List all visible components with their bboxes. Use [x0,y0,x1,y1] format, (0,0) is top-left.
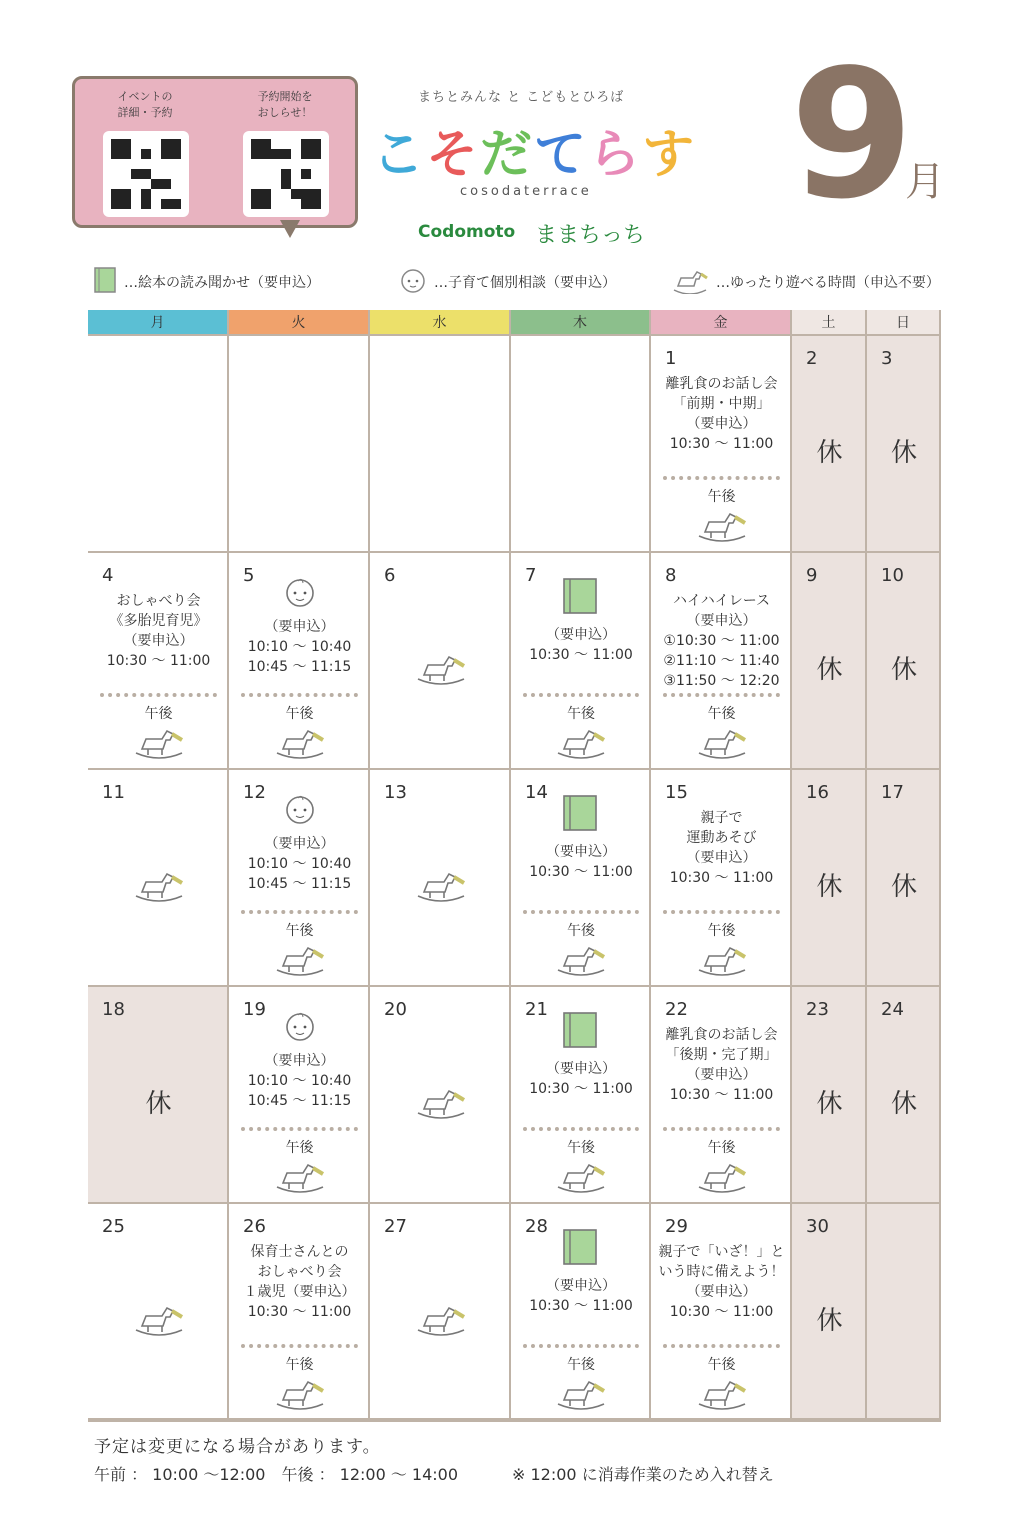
rocking-horse-icon [695,725,749,763]
day-number: 20 [384,999,407,1020]
rocking-horse-icon [132,725,186,763]
event-line: 「後期・完了期」 [665,1047,778,1063]
afternoon-label: 午後 [285,1140,314,1156]
closed-label: 休 [890,438,917,468]
event-line: いう時に備えよう！ [658,1264,785,1280]
event-line: 10:30 ～ 11:00 [529,1298,633,1314]
day-number: 12 [243,782,266,803]
divider-dots [241,1344,358,1352]
divider-dots [663,910,780,918]
qr-left-label: イベントの 詳細・予約 [117,90,173,119]
baby-icon [282,792,318,830]
event-line: （要申込） [686,613,757,629]
event-line: （要申込） [686,1067,757,1083]
book-icon [561,792,601,838]
legend-baby-label: …子育て個別相談（要申込） [434,275,616,291]
logo-char: ら [588,125,643,185]
event-line: （要申込） [546,1278,616,1294]
day-number: 2 [806,348,818,369]
day-number: 18 [102,999,125,1020]
weekday-header: 土 [792,310,867,336]
book-icon [561,1226,601,1272]
rocking-horse-icon [273,942,327,980]
speech-tail [280,220,300,238]
day-number: 6 [384,565,396,586]
closed-label: 休 [816,872,843,902]
event-line: 保育士さんとの [250,1244,349,1260]
event-line: ①10:30 ～ 11:00 [663,633,780,649]
day-number: 22 [665,999,688,1020]
event-line: （要申込） [546,627,616,643]
event-line: 離乳食のお話し会 [665,1027,778,1043]
afternoon-label: 午後 [285,706,314,722]
weekday-header: 日 [867,310,941,336]
rocking-horse-icon [670,266,710,298]
closed-label: 休 [816,655,843,685]
event-line: 10:45 ～ 11:15 [247,659,352,675]
closed-label: 休 [145,1089,172,1119]
event-line: 親子で「いざ！」と [658,1244,785,1260]
qr-code-event[interactable] [103,131,189,217]
rocking-horse-icon [132,1302,186,1340]
afternoon-label: 午後 [707,1140,736,1156]
weekday-header: 火 [229,310,370,336]
event-line: 10:30 ～ 11:00 [669,1087,774,1103]
footer-hours: 午前 ： 10:00 ～12:00 午後 ： 12:00 ～ 14:00 [94,1465,459,1484]
legend-horse-label: …ゆったり遊べる時間（申込不要） [716,275,940,291]
book-icon [94,266,118,298]
event-line: おしゃべり会 [116,593,201,609]
event-line: 10:45 ～ 11:15 [247,1093,352,1109]
event-line: 10:30 ～ 11:00 [529,647,633,663]
closed-label: 休 [890,872,917,902]
event-line: 10:30 ～ 11:00 [529,864,633,880]
afternoon-label: 午後 [285,923,314,939]
day-number: 24 [881,999,904,1020]
month-kanji: 月 [905,159,945,205]
rocking-horse-icon [414,1302,468,1340]
rocking-horse-icon [132,868,186,906]
qr-code-notify[interactable] [243,131,329,217]
day-cell [867,1204,941,1420]
afternoon-label: 午後 [707,923,736,939]
event-line: 10:30 ～ 11:00 [106,653,211,669]
day-number: 28 [525,1216,548,1237]
legend-book [94,266,320,298]
event-line: 10:30 ～ 11:00 [669,870,774,886]
divider-dots [523,693,639,701]
weekday-header: 水 [370,310,511,336]
event-line: 10:10 ～ 10:40 [247,856,352,872]
event-line: ハイハイレース [672,593,771,609]
rocking-horse-icon [414,651,468,689]
rocking-horse-icon [554,1159,608,1197]
logo-char: そ [426,125,481,185]
logo-char: だ [480,125,535,185]
afternoon-label: 午後 [567,923,595,939]
baby-icon [282,575,318,613]
logo-char: て [534,125,589,185]
weekday-header: 金 [651,310,792,336]
event-line: 運動あそび [686,830,757,846]
event-line: １歳児（要申込） [243,1284,356,1300]
codomoto-logo: Codomoto [418,222,516,242]
day-number: 15 [665,782,688,803]
day-cell [229,336,370,553]
event-line: 10:10 ～ 10:40 [247,1073,352,1089]
rocking-horse-icon [554,1376,608,1414]
event-line: （要申込） [264,1053,335,1069]
afternoon-label: 午後 [144,706,173,722]
closed-label: 休 [816,1089,843,1119]
logo [372,112,696,187]
event-line: 10:30 ～ 11:00 [669,436,774,452]
afternoon-label: 午後 [707,706,736,722]
baby-icon [398,266,428,298]
qr-right-label: 予約開始を おしらせ！ [257,90,313,119]
event-line: （要申込） [264,836,335,852]
day-number: 16 [806,782,829,803]
rocking-horse-icon [554,725,608,763]
rocking-horse-icon [414,868,468,906]
afternoon-label: 午後 [567,1357,595,1373]
qr-panel [72,76,358,228]
logo-romanized: cosodaterrace [460,184,592,199]
day-number: 27 [384,1216,407,1237]
day-cell [370,336,511,553]
day-number: 26 [243,1216,266,1237]
day-number: 7 [525,565,537,586]
day-number: 21 [525,999,548,1020]
event-line: （要申込） [123,633,194,649]
day-number: 19 [243,999,266,1020]
afternoon-label: 午後 [707,489,736,505]
afternoon-label: 午後 [567,706,595,722]
book-icon [561,1009,601,1055]
event-line: （要申込） [264,619,335,635]
event-line: （要申込） [686,416,757,432]
closed-label: 休 [816,438,843,468]
afternoon-label: 午後 [707,1357,736,1373]
book-icon [561,575,601,621]
rocking-horse-icon [273,1376,327,1414]
baby-icon [282,1009,318,1047]
divider-dots [241,1127,358,1135]
divider-dots [241,910,358,918]
event-line: 離乳食のお話し会 [665,376,778,392]
event-line: 「前期・中期」 [672,396,771,412]
logo-char: す [642,125,697,185]
event-line: 10:30 ～ 11:00 [247,1304,352,1320]
mamachicchi-logo: ままちっち [535,223,646,248]
day-cell [511,336,651,553]
event-line: ②11:10 ～ 11:40 [663,653,780,669]
rocking-horse-icon [695,942,749,980]
day-number: 3 [881,348,893,369]
event-line: 親子で [700,810,743,826]
closed-label: 休 [890,1089,917,1119]
day-cell [88,336,229,553]
rocking-horse-icon [554,942,608,980]
day-number: 17 [881,782,904,803]
day-number: 30 [806,1216,829,1237]
rocking-horse-icon [273,1159,327,1197]
event-line: 10:30 ～ 11:00 [669,1304,774,1320]
day-number: 29 [665,1216,688,1237]
event-line: おしゃべり会 [257,1264,342,1280]
event-line: 10:10 ～ 10:40 [247,639,352,655]
event-line: ③11:50 ～ 12:20 [663,673,780,689]
day-number: 1 [665,348,677,369]
day-number: 23 [806,999,829,1020]
weekday-header: 木 [511,310,651,336]
logo-char: こ [372,125,427,185]
closed-label: 休 [816,1306,843,1336]
rocking-horse-icon [273,725,327,763]
day-number: 8 [665,565,677,586]
divider-dots [663,1127,780,1135]
rocking-horse-icon [695,1159,749,1197]
weekday-header: 月 [88,310,229,336]
legend-baby [398,266,616,298]
divider-dots [523,1127,639,1135]
afternoon-label: 午後 [285,1357,314,1373]
closed-label: 休 [890,655,917,685]
divider-dots [523,1344,639,1352]
event-line: （要申込） [686,1284,757,1300]
legend-horse [670,266,940,298]
month-number: 9 [790,31,914,238]
divider-dots [663,693,780,701]
event-line: （要申込） [546,844,616,860]
divider-dots [523,910,639,918]
event-line: 《多胎児育児》 [109,613,208,629]
tagline: まちとみんな と こどもとひろば [418,90,625,105]
day-number: 5 [243,565,255,586]
divider-dots [241,693,358,701]
rocking-horse-icon [695,1376,749,1414]
event-line: （要申込） [546,1061,616,1077]
divider-dots [663,1344,780,1352]
day-number: 25 [102,1216,125,1237]
legend-book-label: …絵本の読み聞かせ（要申込） [124,275,320,291]
day-number: 11 [102,782,125,803]
event-line: （要申込） [686,850,757,866]
divider-dots [663,476,780,484]
day-number: 14 [525,782,548,803]
day-number: 10 [881,565,904,586]
rocking-horse-icon [695,508,749,546]
divider-dots [100,693,217,701]
event-line: 10:30 ～ 11:00 [529,1081,633,1097]
day-number: 13 [384,782,407,803]
day-number: 9 [806,565,818,586]
event-line: 10:45 ～ 11:15 [247,876,352,892]
rocking-horse-icon [414,1085,468,1123]
day-number: 4 [102,565,114,586]
footer-disinfect: ※ 12:00 に消毒作業のため入れ替え [512,1465,774,1484]
footer-note: 予定は変更になる場合があります。 [94,1437,381,1457]
afternoon-label: 午後 [567,1140,595,1156]
